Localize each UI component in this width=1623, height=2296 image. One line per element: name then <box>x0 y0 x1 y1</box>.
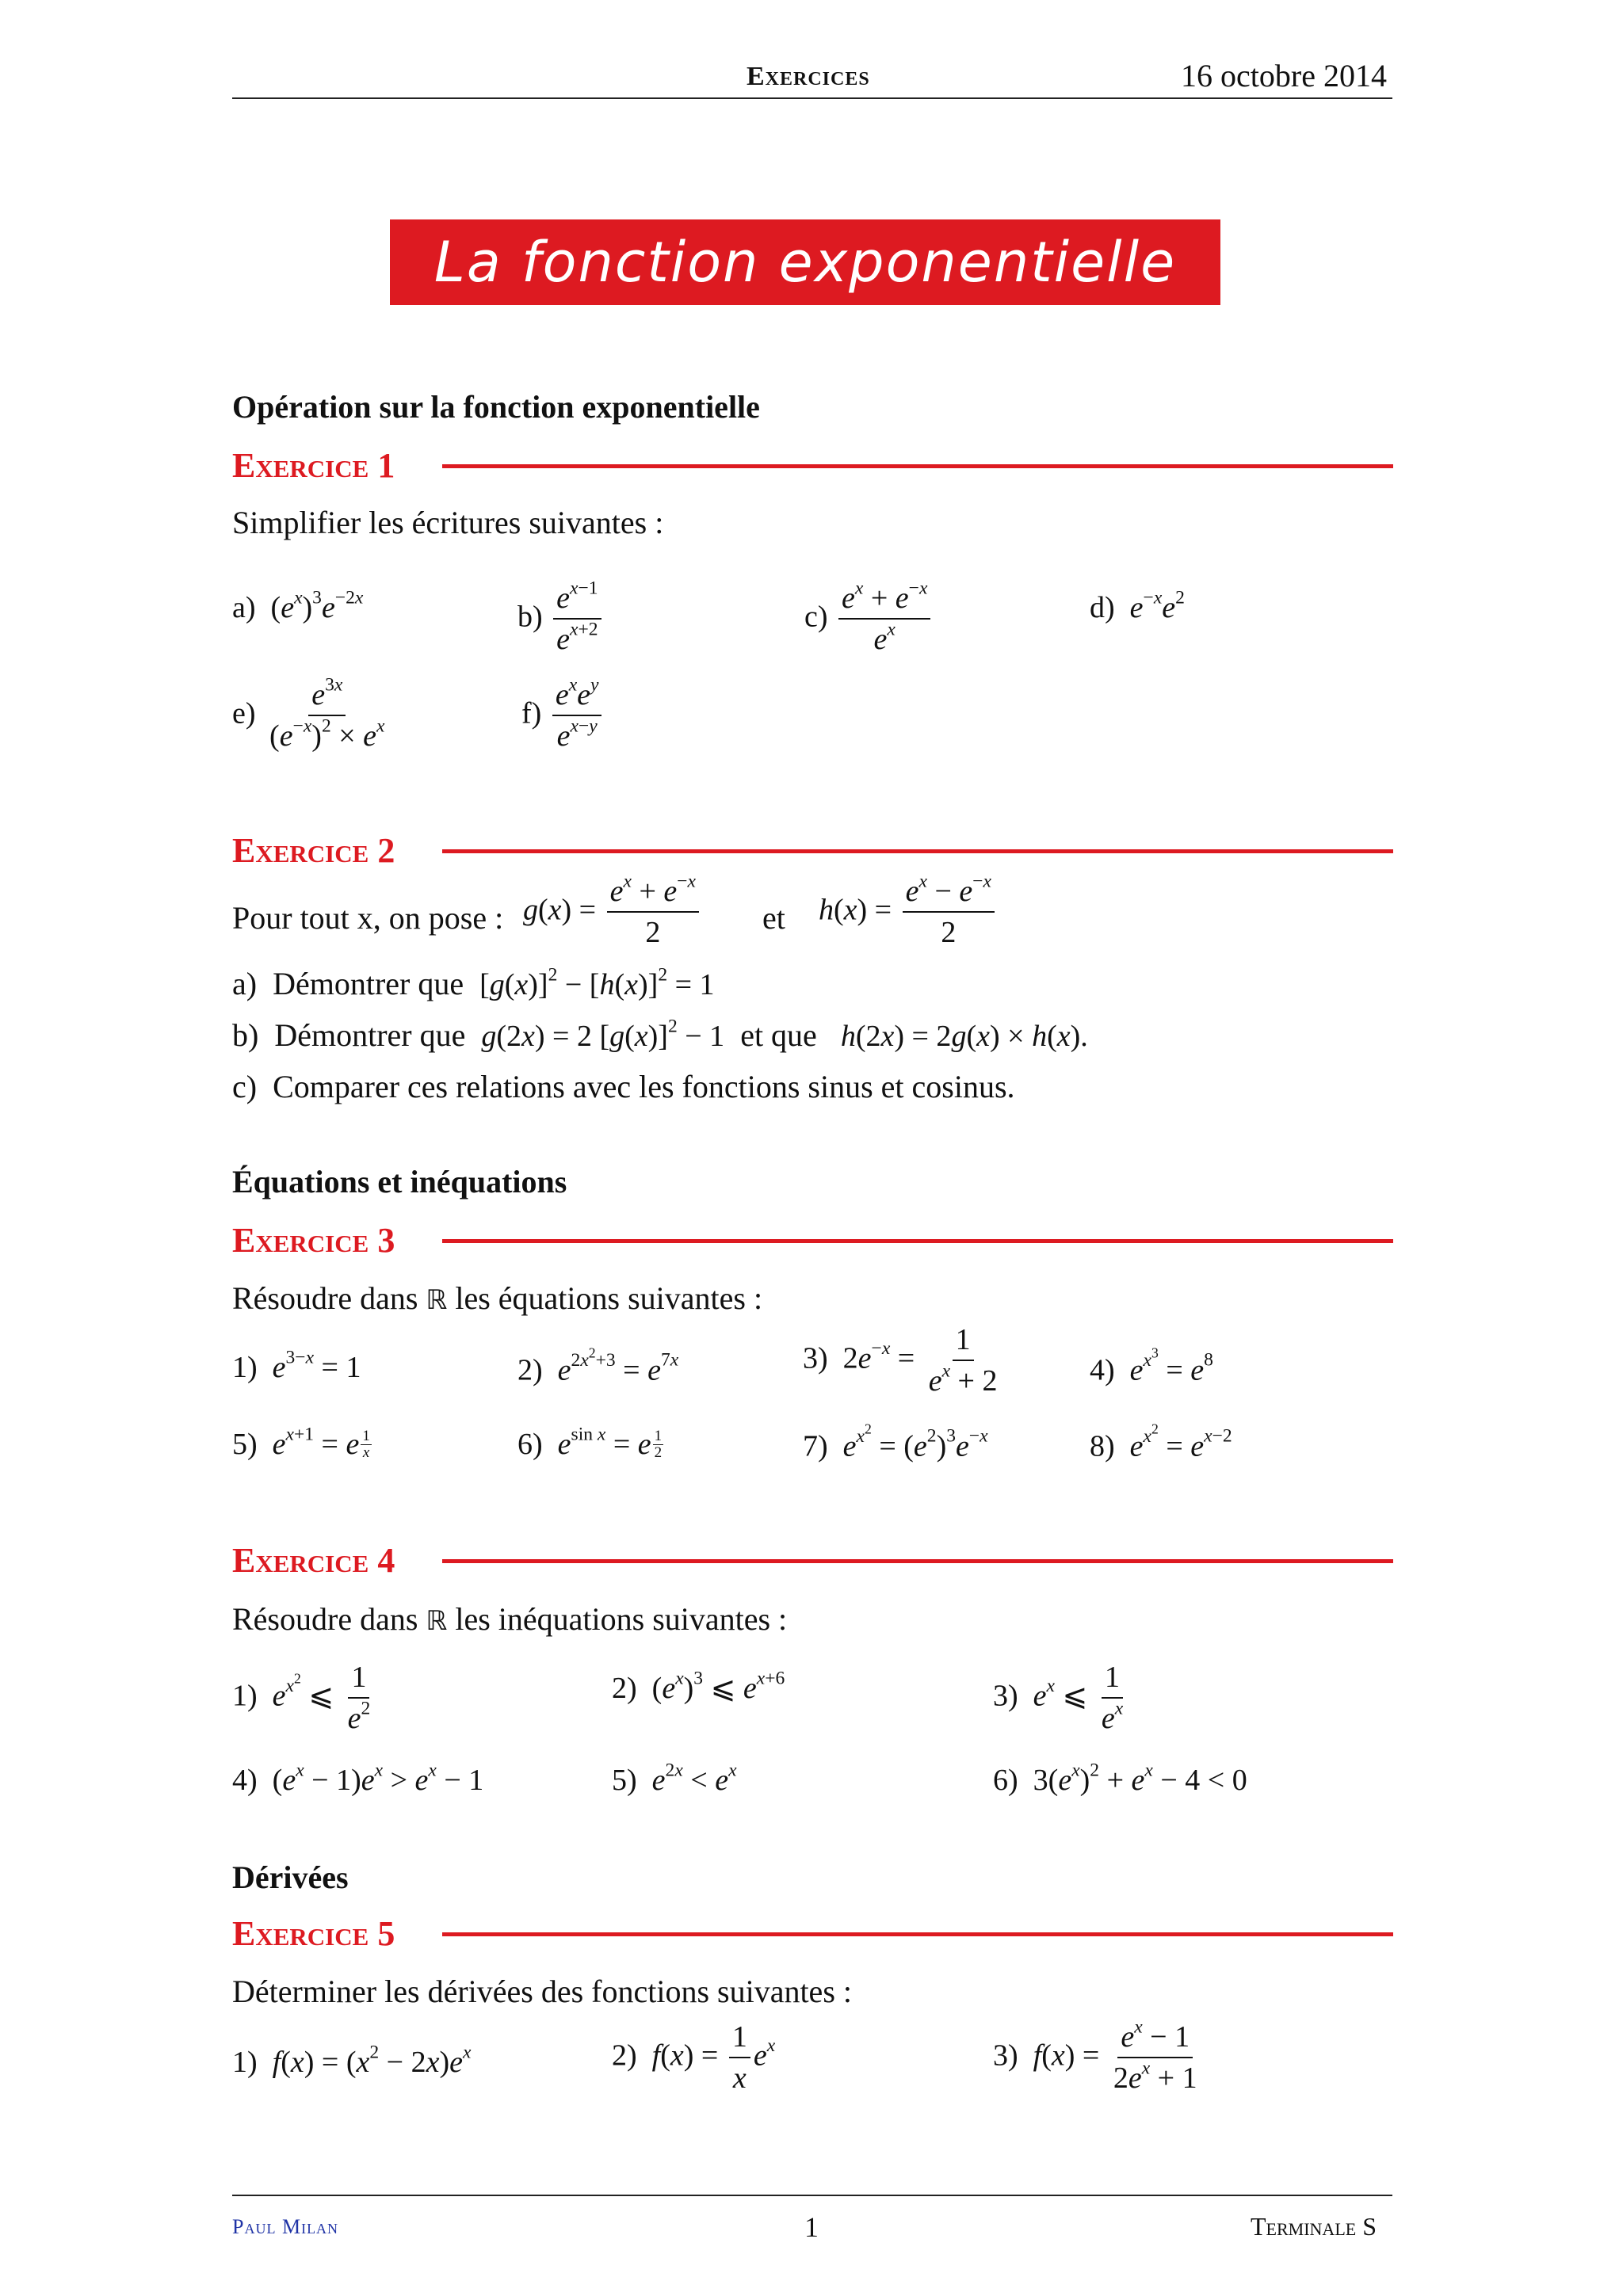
ex2-text-a: Démontrer que <box>273 966 464 1001</box>
exercise-4-rule <box>442 1559 1393 1563</box>
ex3-eq-6: 6) $e^{sin x} = e$ $\frac{1}{2}$ <box>517 1424 663 1462</box>
title-banner: La fonction exponentielle <box>390 219 1220 305</box>
ex4-ineq-3: 3) $e^x$ ⩽ $\frac{1}{e^x}$ <box>993 1661 1124 1735</box>
real-numbers-symbol-2: ℝ <box>426 1605 448 1637</box>
ex3-eq-4: 4) $e^{x^3} = e^8$ <box>1090 1344 1213 1387</box>
ex1-item-b: b) $\frac{e^{x-1}}{e^{x+2}}$ <box>517 583 605 656</box>
footer-author: Paul Milan <box>232 2215 339 2238</box>
ex2-label-b: b) <box>232 1017 259 1053</box>
ex4-ineq-2: 2) $(e^x)^3$ ⩽ $e^{x+6}$ <box>612 1668 785 1705</box>
ex2-def-h: h(x) = $\frac{e^x - e^{-x}}{2}$ <box>819 876 998 949</box>
ex1-label-a: a) <box>232 591 256 624</box>
ex1-label-b: b) <box>517 600 543 634</box>
exercise-2-title: Exercice 2 <box>232 831 395 870</box>
ex3-eq-3: 3) $2e^{-x}$ = $\frac{1}{e^x + 2}$ <box>803 1323 998 1398</box>
exercise-3-rule <box>442 1239 1393 1243</box>
ex4-ineq-1: 1) $e^{x^2}$ ⩽ $\frac{1}{e^2}$ <box>232 1661 371 1735</box>
ex2-item-b: b) Démontrer que g(2x) = 2 $[g(x)]^2 - 1$ et que h(2x) = 2g(x) × h(x). <box>232 1016 1088 1053</box>
ex1-label-c: c) <box>804 600 828 634</box>
section-title-equations: Équations et inéquations <box>232 1164 567 1199</box>
real-numbers-symbol: ℝ <box>426 1284 448 1316</box>
ex4-ineq-5: 5) $e^{2x} < e^x$ <box>612 1760 737 1797</box>
exercise-5-rule <box>442 1932 1393 1936</box>
header-rule <box>232 97 1392 99</box>
ex2-connector-b: et que <box>740 1017 817 1053</box>
header-title: Exercices <box>747 62 870 91</box>
ex2-def-g: g(x) = $\frac{e^x + e^{-x}}{2}$ <box>523 876 702 949</box>
ex2-item-a: a) Démontrer que $[g(x)]^2 - [h(x)]^2 = 1$ <box>232 964 715 1001</box>
ex1-item-e: e) $\frac{e^{3x}}{(e^{-x})^2 \times e^x}$ <box>232 674 385 753</box>
ex1-label-e: e) <box>232 696 256 730</box>
exercise-4-instruction: Résoudre dans ℝ les inéquations suivantes : <box>232 1601 788 1637</box>
footer-rule <box>232 2195 1392 2196</box>
ex2-intro: Pour tout x, on pose : <box>232 900 504 936</box>
ex1-label-f: f) <box>521 696 542 730</box>
ex1-label-d: d) <box>1090 591 1115 624</box>
ex2-text-b: Démontrer que <box>274 1017 466 1053</box>
ex4-ineq-6: 6) $3(e^x)^2 + e^x - 4 < 0$ <box>993 1760 1247 1797</box>
exercise-2-rule <box>442 849 1393 853</box>
ex1-item-a: a) $(e^x)^3e^{-2x}$ <box>232 587 364 624</box>
ex4-ineq-4: 4) $(e^x - 1)e^x > e^x - 1$ <box>232 1760 484 1797</box>
exercise-5-instruction: Déterminer les dérivées des fonctions suivantes : <box>232 1974 852 2009</box>
section-title-operations: Opération sur la fonction exponentielle <box>232 389 760 425</box>
footer-page-number: 1 <box>804 2211 819 2243</box>
ex3-eq-7: 7) $e^{x^2} = (e^2)^3e^{-x}$ <box>803 1421 988 1463</box>
exercise-4-title: Exercice 4 <box>232 1541 395 1580</box>
ex5-func-2: 2) f(x) = $\frac{1}{x}$ $e^x$ <box>612 2020 776 2095</box>
exercise-3-title: Exercice 3 <box>232 1221 395 1260</box>
ex3-eq-5: 5) $e^{x+1} = e$ $\frac{1}{x}$ <box>232 1424 370 1462</box>
exercise-3-instruction: Résoudre dans ℝ les équations suivantes : <box>232 1280 763 1316</box>
footer-class: Terminale S <box>1251 2212 1377 2241</box>
ex2-item-c <box>232 1068 1015 1105</box>
ex2-connector: et <box>762 900 785 936</box>
ex2-label-a: a) <box>232 966 258 1001</box>
ex2-text-c: Comparer ces relations avec les fonctions sinus et cosinus. <box>273 1069 1015 1104</box>
ex3-eq-8: 8) $e^{x^2} = e^{x-2}$ <box>1090 1421 1232 1463</box>
exercise-5-title: Exercice 5 <box>232 1914 395 1953</box>
ex5-func-1: 1) $f(x) = (x^2 - 2x)e^x$ <box>232 2042 472 2079</box>
ex2-label-c: c) <box>232 1069 258 1104</box>
ex1-item-f: f) $\frac{e^xe^y}{e^{x-y}}$ <box>521 680 605 753</box>
ex3-eq-1: 1) $e^{3-x} = 1$ <box>232 1347 361 1384</box>
exercise-1-instruction: Simplifier les écritures suivantes : <box>232 505 664 540</box>
ex5-func-3: 3) f(x) = $\frac{e^x - 1}{2e^x + 1}$ <box>993 2016 1197 2095</box>
ex1-item-d: d) $e^{-x}e^2$ <box>1090 587 1185 624</box>
ex1-item-c: c) $\frac{e^x + e^{-x}}{e^x}$ <box>804 583 934 656</box>
ex3-eq-2: 2) $e^{2x^2+3} = e^{7x}$ <box>517 1344 679 1387</box>
section-title-derivatives: Dérivées <box>232 1859 349 1895</box>
exercise-1-rule <box>442 464 1393 468</box>
exercise-1-title: Exercice 1 <box>232 446 395 485</box>
header-date: 16 octobre 2014 <box>1181 58 1387 93</box>
